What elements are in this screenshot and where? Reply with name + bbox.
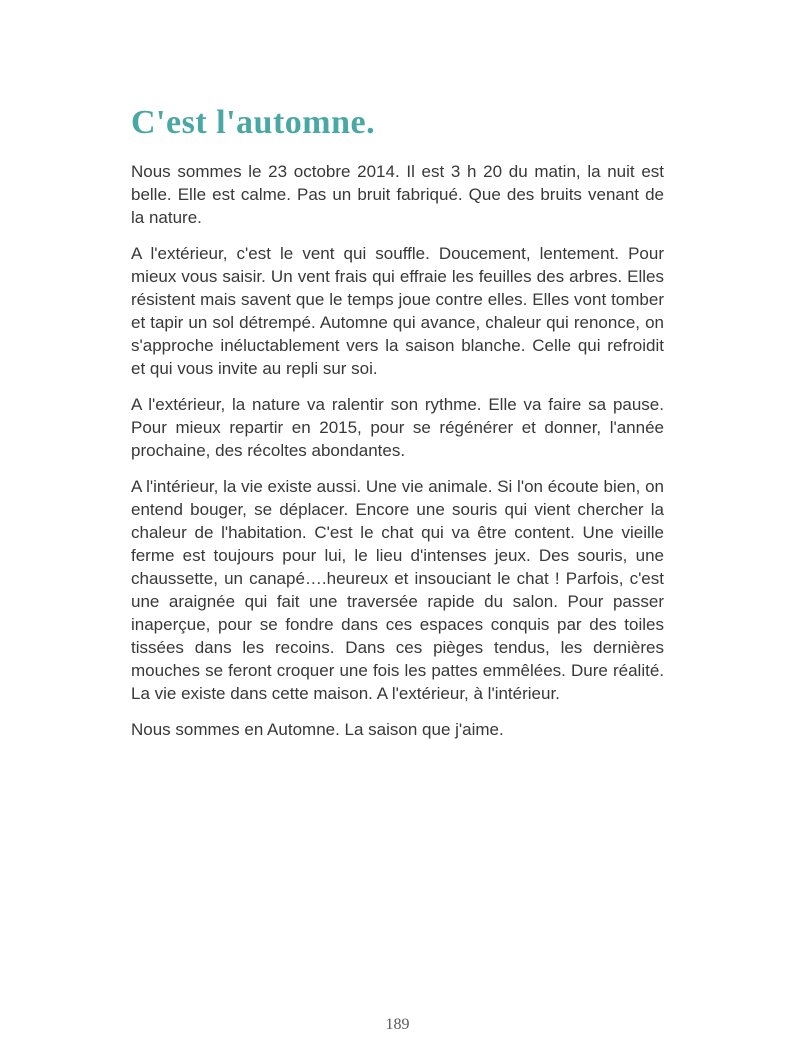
page-number: 189 <box>385 1016 410 1033</box>
paragraph: Nous sommes en Automne. La saison que j'aime. <box>131 720 504 739</box>
body-text <box>131 160 664 741</box>
paragraph: A l'extérieur, c'est le vent qui souffle. Doucement, lentement. Pour mieux vous saisir. Un vent frais qui effraie les feuilles des arbres. Elles résistent mais savent que le temps joue contre elles. Elles vont tomber et tapir un sol détrempé. Automne qui avance, chaleur qui renonce, on s'approche inéluctablement vers la saison blanche. Celle qui refroidit et qui vous invite au repli sur soi. <box>131 244 664 378</box>
document-title: C'est l'automne. <box>131 104 376 141</box>
text-column <box>131 0 664 754</box>
paragraph: Nous sommes le 23 octobre 2014. Il est 3 h 20 du matin, la nuit est belle. Elle est calme. Pas un bruit fabriqué. Que des bruits venant de la nature. <box>131 162 664 227</box>
paragraph: A l'extérieur, la nature va ralentir son rythme. Elle va faire sa pause. Pour mieux repartir en 2015, pour se régénérer et donner, l'année prochaine, des récoltes abondantes. <box>131 395 664 460</box>
paragraph: A l'intérieur, la vie existe aussi. Une vie animale. Si l'on écoute bien, on entend bouger, se déplacer. Encore une souris qui vient chercher la chaleur de l'habitation. C'est le chat qui va être content. Une vieille ferme est toujours pour lui, le lieu d'intenses jeux. Des souris, une chaussette, un canapé….heureux et insouciant le chat ! Parfois, c'est une araignée qui fait une traversée rapide du salon. Pour passer inaperçue, pour se fondre dans ces espaces conquis par des toiles tissées dans les recoins. Dans ces pièges tendus, les dernières mouches se feront croquer une fois les pattes emmêlées. Dure réalité. La vie existe dans cette maison. A l'extérieur, à l'intérieur. <box>131 477 664 703</box>
